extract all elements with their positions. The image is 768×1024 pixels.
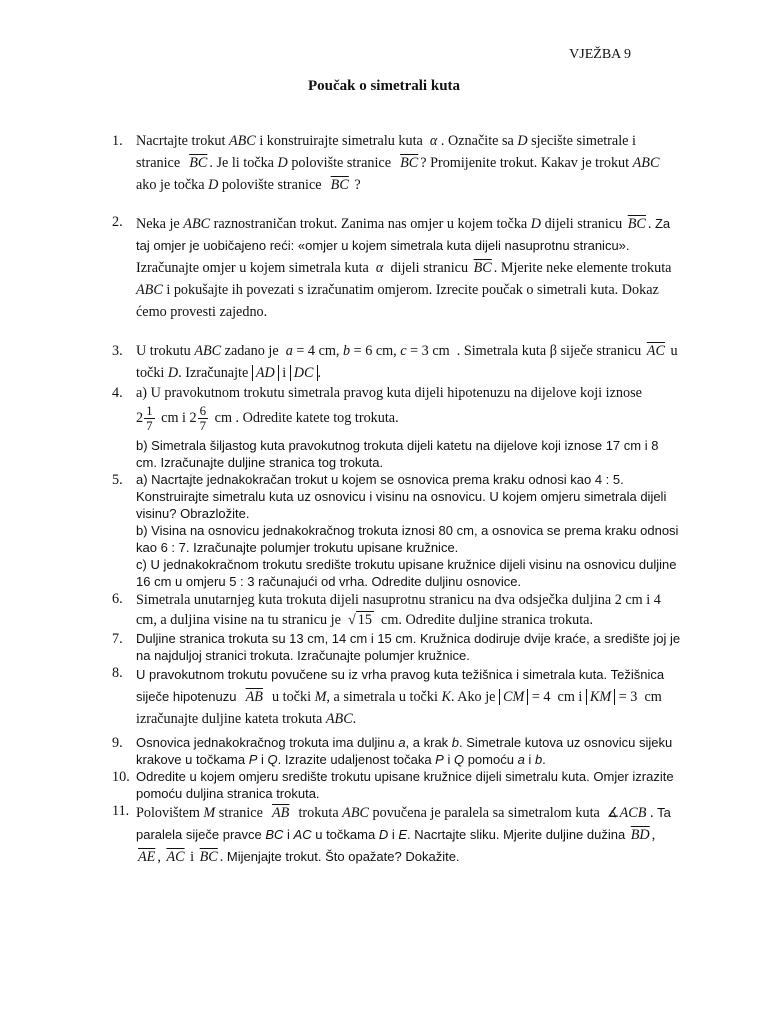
task-text: Osnovica jednakokračnog trokuta ima duljinu a, a krak b. Simetrale kutova uz osnovicu sijeku krakove u točkama P i Q. Izrazite udaljenost točaka P i Q pomoću a i b. <box>136 735 673 767</box>
task-number: 2. <box>112 214 123 230</box>
task-4 <box>112 384 682 471</box>
task-number: 1. <box>112 133 123 149</box>
task-text-a: a) Nacrtajte jednakokračan trokut u kojem se osnovica prema kraku odnosi kao 4 : 5. Konstruirajte simetralu kuta uz osnovicu i visinu na osnovicu. U kojem omjeru simetrala dijeli visinu? Obrazložite. <box>136 472 667 521</box>
task-number: 3. <box>112 343 123 359</box>
task-11 <box>112 802 682 868</box>
task-3 <box>112 340 682 384</box>
exercise-label: VJEŽBA 9 <box>569 47 631 62</box>
task-8 <box>112 664 682 730</box>
task-5 <box>112 471 682 590</box>
task-number: 4. <box>112 385 123 401</box>
task-number: 9. <box>112 735 123 751</box>
task-text: Duljine stranica trokuta su 13 cm, 14 cm i 15 cm. Kružnica dodiruje dvije kraće, a središte joj je na najduljoj stranici trokuta. Izračunajte polumjer kružnice. <box>136 631 681 663</box>
task-text-b: b) Visina na osnovicu jednakokračnog trokuta iznosi 80 cm, a osnovica se prema kraku odnosi kao 6 : 7. Izračunajte polumjer trokutu upisane kružnice. <box>136 523 679 555</box>
task-text: Nacrtajte trokut ABC i konstruirajte simetralu kuta α . Označite sa D sjecište simetrale i stranice $\overline{BC}$ . Je li točka D polovište stranice $\overline{BC}$ ? Promijenite trokut. Kakav je trokut ABC ako je točka D polovište stranice $\overline{BC}$ ? <box>136 133 660 193</box>
task-text: U trokutu ABC zadano je a = 4 cm, b = 6 cm, c = 3 cm . Simetrala kuta β siječe stranicu $\overline{AC}$ u točki D. Izračunajte AD i DC . <box>136 343 678 381</box>
task-6 <box>112 590 682 630</box>
page-title: Poučak o simetrali kuta <box>307 78 461 94</box>
task-number: 11. <box>112 803 130 819</box>
task-text-a-cont: 2 $\frac{1}{7}$ cm i 2 $\frac{6}{7}$ cm . Odredite katete tog trokuta. <box>136 403 399 433</box>
task-text-a: a) U pravokutnom trokutu simetrala pravog kuta dijeli hipotenuzu na dijelove koji iznose <box>136 385 642 401</box>
task-text-b: b) Simetrala šiljastog kuta pravokutnog trokuta dijeli katetu na dijelove koji iznose 17 cm i 8 cm. Izračunajte duljine stranica tog trokuta. <box>136 438 659 470</box>
task-number: 5. <box>112 472 123 488</box>
task-7 <box>112 630 682 664</box>
task-text: Simetrala unutarnjeg kuta trokuta dijeli nasuprotnu stranicu na dva odsječka duljina 2 cm i 4 cm, a duljina visine na tu stranicu je √ 15 cm. Odredite duljine stranica trokuta. <box>136 592 661 628</box>
task-text: Odredite u kojem omjeru središte trokutu upisane kružnice dijeli simetralu kuta. Omjer izrazite pomoću duljina stranica trokuta. <box>136 769 674 801</box>
task-number: 8. <box>112 665 123 681</box>
task-text: Neka je ABC raznostraničan trokut. Zanima nas omjer u kojem točka D dijeli stranicu $\overline{BC}$ . Za taj omjer je uobičajeno reći: «omjer u kojem simetrala kuta dijeli nasuprotnu stranicu». Izračunajte omjer u kojem simetrala kuta α dijeli stranicu $\overline{BC}$ . Mjerite neke elemente trokuta ABC i pokušajte ih povezati s izračunatim omjerom. Izrecite poučak o simetrali kuta. Dokaz ćemo provesti zajedno. <box>136 216 672 320</box>
task-text: Polovištem M stranice $\overline{AB}$ trokuta ABC povučena je paralela sa simetralom kuta ∡ACB . Ta paralela siječe pravce BC i AC u točkama D i E. Nacrtajte sliku. Mjerite duljine dužina $\overline{BD}$ , $\overline{AE}$ , $\overline{AC}$ i $\overline{BC}$ . Mijenjajte trokut. Što opažate? Dokažite. <box>136 805 671 865</box>
task-number: 7. <box>112 631 123 647</box>
task-text: U pravokutnom trokutu povučene su iz vrha pravog kuta težišnica i simetrala kuta. Težišnica siječe hipotenuzu $\overline{AB}$ u točki M, a simetrala u točki K. Ako je CM = 4 cm i KM = 3 cm izračunajte duljine kateta trokuta ABC. <box>136 667 665 727</box>
task-9 <box>112 734 682 768</box>
task-2 <box>112 213 682 323</box>
task-list <box>112 130 682 868</box>
task-number: 6. <box>112 591 123 607</box>
task-text-c: c) U jednakokračnom trokutu središte trokutu upisane kružnice dijeli visinu na osnovicu duljine 16 cm u omjeru 5 : 3 računajući od vrha. Odredite duljinu osnovice. <box>136 557 677 589</box>
task-1 <box>112 130 682 196</box>
task-number: 10. <box>112 769 130 785</box>
task-10 <box>112 768 682 802</box>
